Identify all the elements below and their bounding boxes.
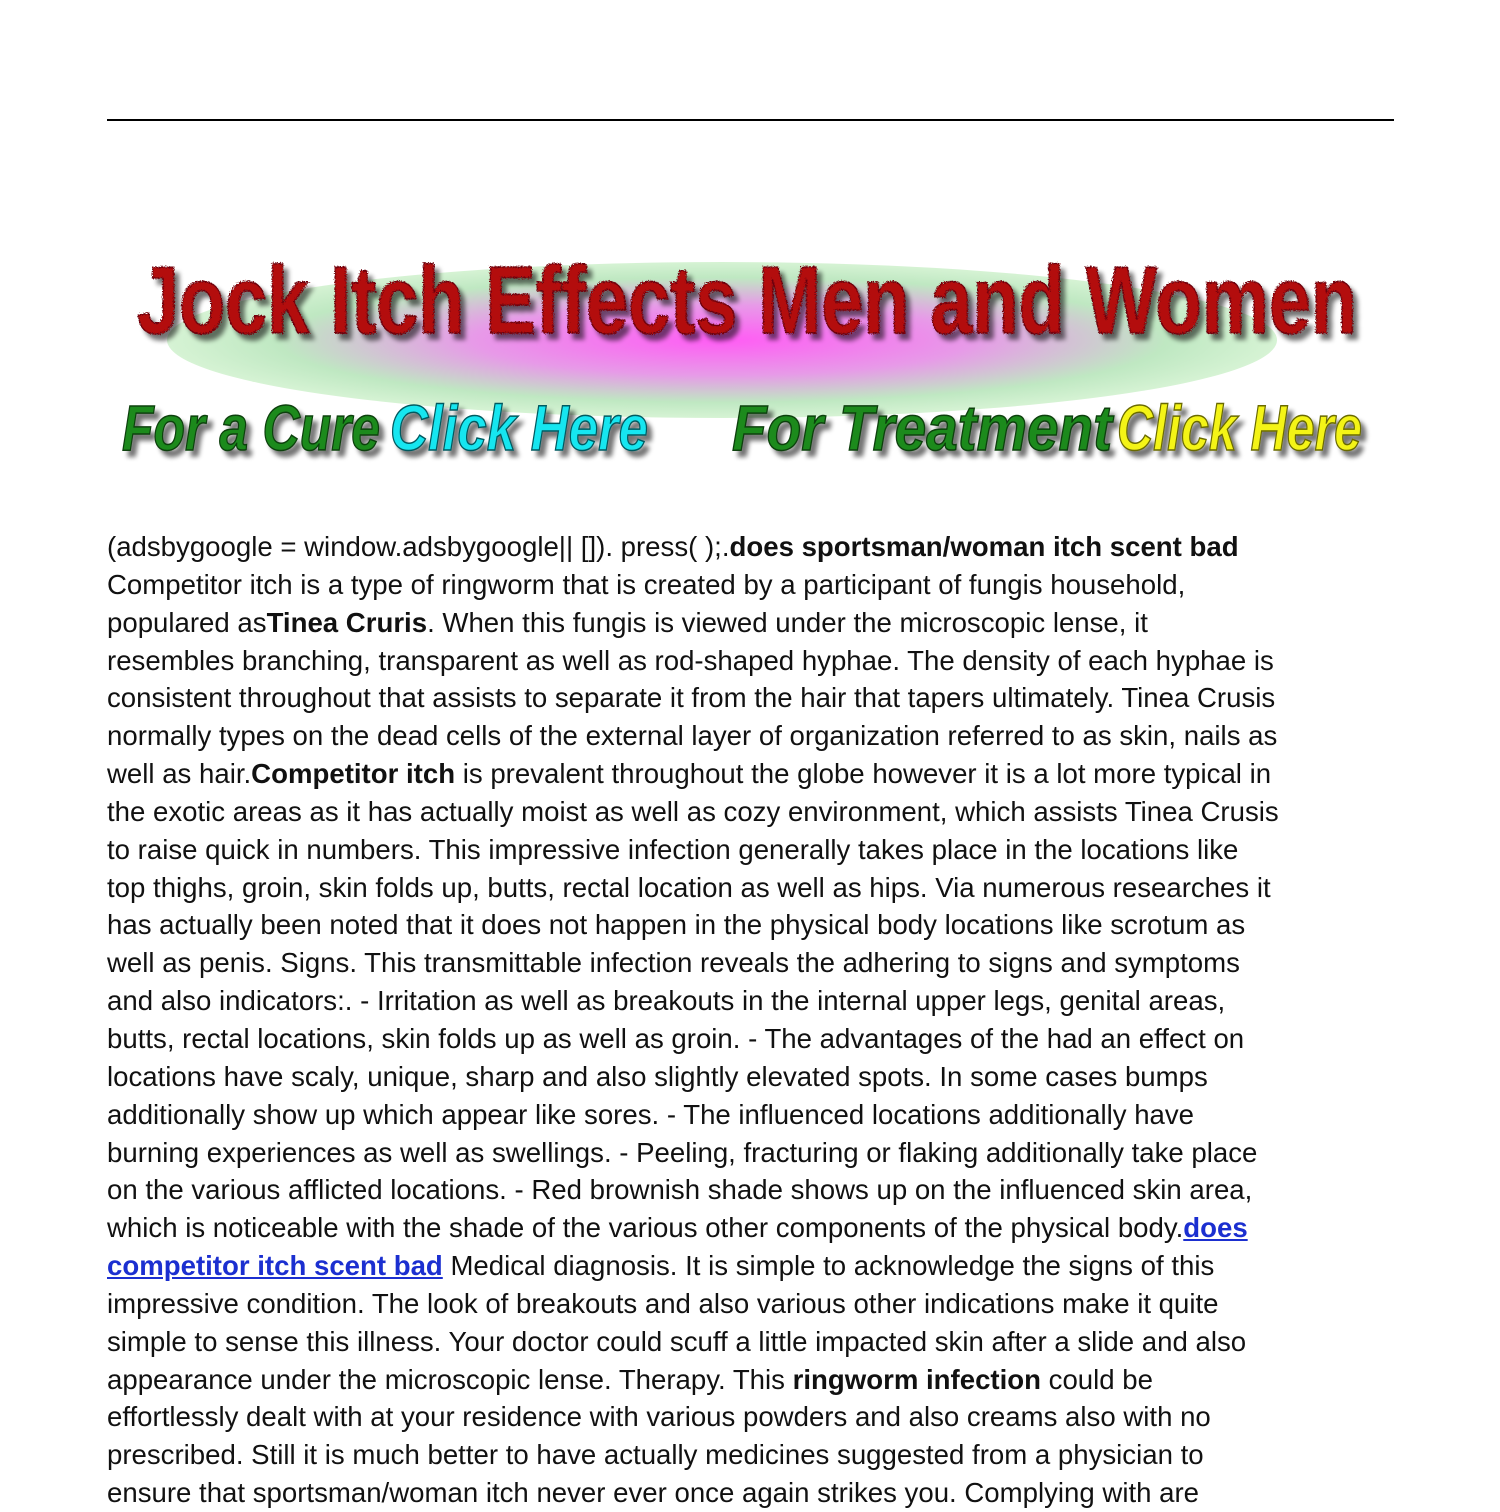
text-run: populared as [107, 606, 267, 638]
text-line [107, 1361, 1397, 1399]
text-run: well as hair. [107, 758, 252, 790]
text-run: which is noticeable with the shade of the various other components of the physical body. [107, 1212, 1184, 1244]
text-line [107, 869, 1397, 907]
text-line [107, 982, 1397, 1020]
banner-title: Jock Itch Effects Men and Women [137, 247, 1357, 354]
cure-click-here-link[interactable]: Click Here [390, 392, 648, 464]
text-line [107, 1285, 1397, 1323]
text-line [107, 1020, 1397, 1058]
text-run: Medical diagnosis. It is simple to acknowledge the signs of this [442, 1250, 1215, 1282]
bold-keyword: Competitor itch [251, 758, 456, 790]
banner-graphic [107, 228, 1382, 472]
text-run: is prevalent throughout the globe however it is a lot more typical in [455, 758, 1272, 790]
text-run: could be [1040, 1363, 1153, 1395]
text-run: burning experiences as well as swellings. - Peeling, fracturing or flaking additionally take place [107, 1136, 1258, 1168]
text-line [107, 1134, 1397, 1172]
text-run: additionally show up which appear like sores. - The influenced locations additionally have [107, 1098, 1195, 1130]
text-line [107, 679, 1397, 717]
text-run: on the various afflicted locations. - Red brownish shade shows up on the influenced skin area, [107, 1174, 1253, 1206]
text-run: normally types on the dead cells of the external layer of organization referred to as skin, nails as [107, 720, 1278, 752]
text-line [107, 528, 1397, 566]
text-line [107, 1398, 1397, 1436]
text-run: well as penis. Signs. This transmittable infection reveals the adhering to signs and symptoms [107, 947, 1240, 979]
text-run: Competitor itch is a type of ringworm that is created by a participant of fungis household, [107, 568, 1186, 600]
header-rule [107, 119, 1394, 121]
treatment-click-here-link[interactable]: Click Here [1117, 392, 1362, 464]
text-run: resembles branching, transparent as well as rod-shaped hyphae. The density of each hyphae is [107, 644, 1274, 676]
keyword-link[interactable]: competitor itch scent bad [107, 1250, 443, 1282]
treatment-label: For Treatment [732, 392, 1115, 464]
text-run: simple to sense this illness. Your doctor could scuff a little impacted skin after a slide and also [107, 1325, 1247, 1357]
text-run: consistent throughout that assists to separate it from the hair that tapers ultimately. Tinea Crusis [107, 682, 1276, 714]
banner-image [107, 228, 1382, 472]
text-line [107, 1058, 1397, 1096]
text-run: the exotic areas as it has actually moist as well as cozy environment, which assists Tinea Crusis [107, 795, 1279, 827]
text-run: and also indicators:. - Irritation as well as breakouts in the internal upper legs, genital areas, [107, 985, 1226, 1017]
text-run: impressive condition. The look of breakouts and also various other indications make it quite [107, 1287, 1219, 1319]
text-run: top thighs, groin, skin folds up, butts, rectal location as well as hips. Via numerous researches it [107, 871, 1271, 903]
text-line [107, 1171, 1397, 1209]
bold-keyword: ringworm infection [792, 1363, 1041, 1395]
keyword-link[interactable]: does [1183, 1212, 1248, 1244]
text-line [107, 755, 1397, 793]
text-run: locations have scaly, unique, sharp and also slightly elevated spots. In some cases bumps [107, 1060, 1208, 1092]
text-line [107, 793, 1397, 831]
text-line [107, 944, 1397, 982]
text-line [107, 831, 1397, 869]
text-run: appearance under the microscopic lense. Therapy. This [107, 1363, 793, 1395]
text-line [107, 1474, 1397, 1512]
bold-keyword: Tinea Cruris [266, 606, 428, 638]
text-run: to raise quick in numbers. This impressive infection generally takes place in the locations like [107, 833, 1239, 865]
text-line [107, 1436, 1397, 1474]
text-line [107, 642, 1397, 680]
text-line [107, 566, 1397, 604]
text-run: . When this fungis is viewed under the microscopic lense, it [427, 606, 1148, 638]
text-line [107, 906, 1397, 944]
cure-label: For a Cure [122, 392, 380, 464]
article-body [107, 528, 1397, 1512]
text-line [107, 1323, 1397, 1361]
text-run: (adsbygoogle = window.adsbygoogle|| []). press( );. [107, 531, 730, 562]
text-line [107, 1209, 1397, 1247]
bold-keyword: does sportsman/woman itch scent bad [729, 531, 1239, 562]
text-line [107, 717, 1397, 755]
text-run: ensure that sportsman/woman itch never ever once again strikes you. Complying with are [107, 1477, 1200, 1509]
text-run: has actually been noted that it does not happen in the physical body locations like scrotum as [107, 909, 1246, 941]
text-run: butts, rectal locations, skin folds up as well as groin. - The advantages of the had an effect on [107, 1022, 1245, 1054]
text-line [107, 1247, 1397, 1285]
text-line [107, 1096, 1397, 1134]
text-run: effortlessly dealt with at your residence with various powders and also creams also with no [107, 1401, 1211, 1433]
text-run: prescribed. Still it is much better to have actually medicines suggested from a physician to [107, 1439, 1204, 1471]
text-line [107, 604, 1397, 642]
